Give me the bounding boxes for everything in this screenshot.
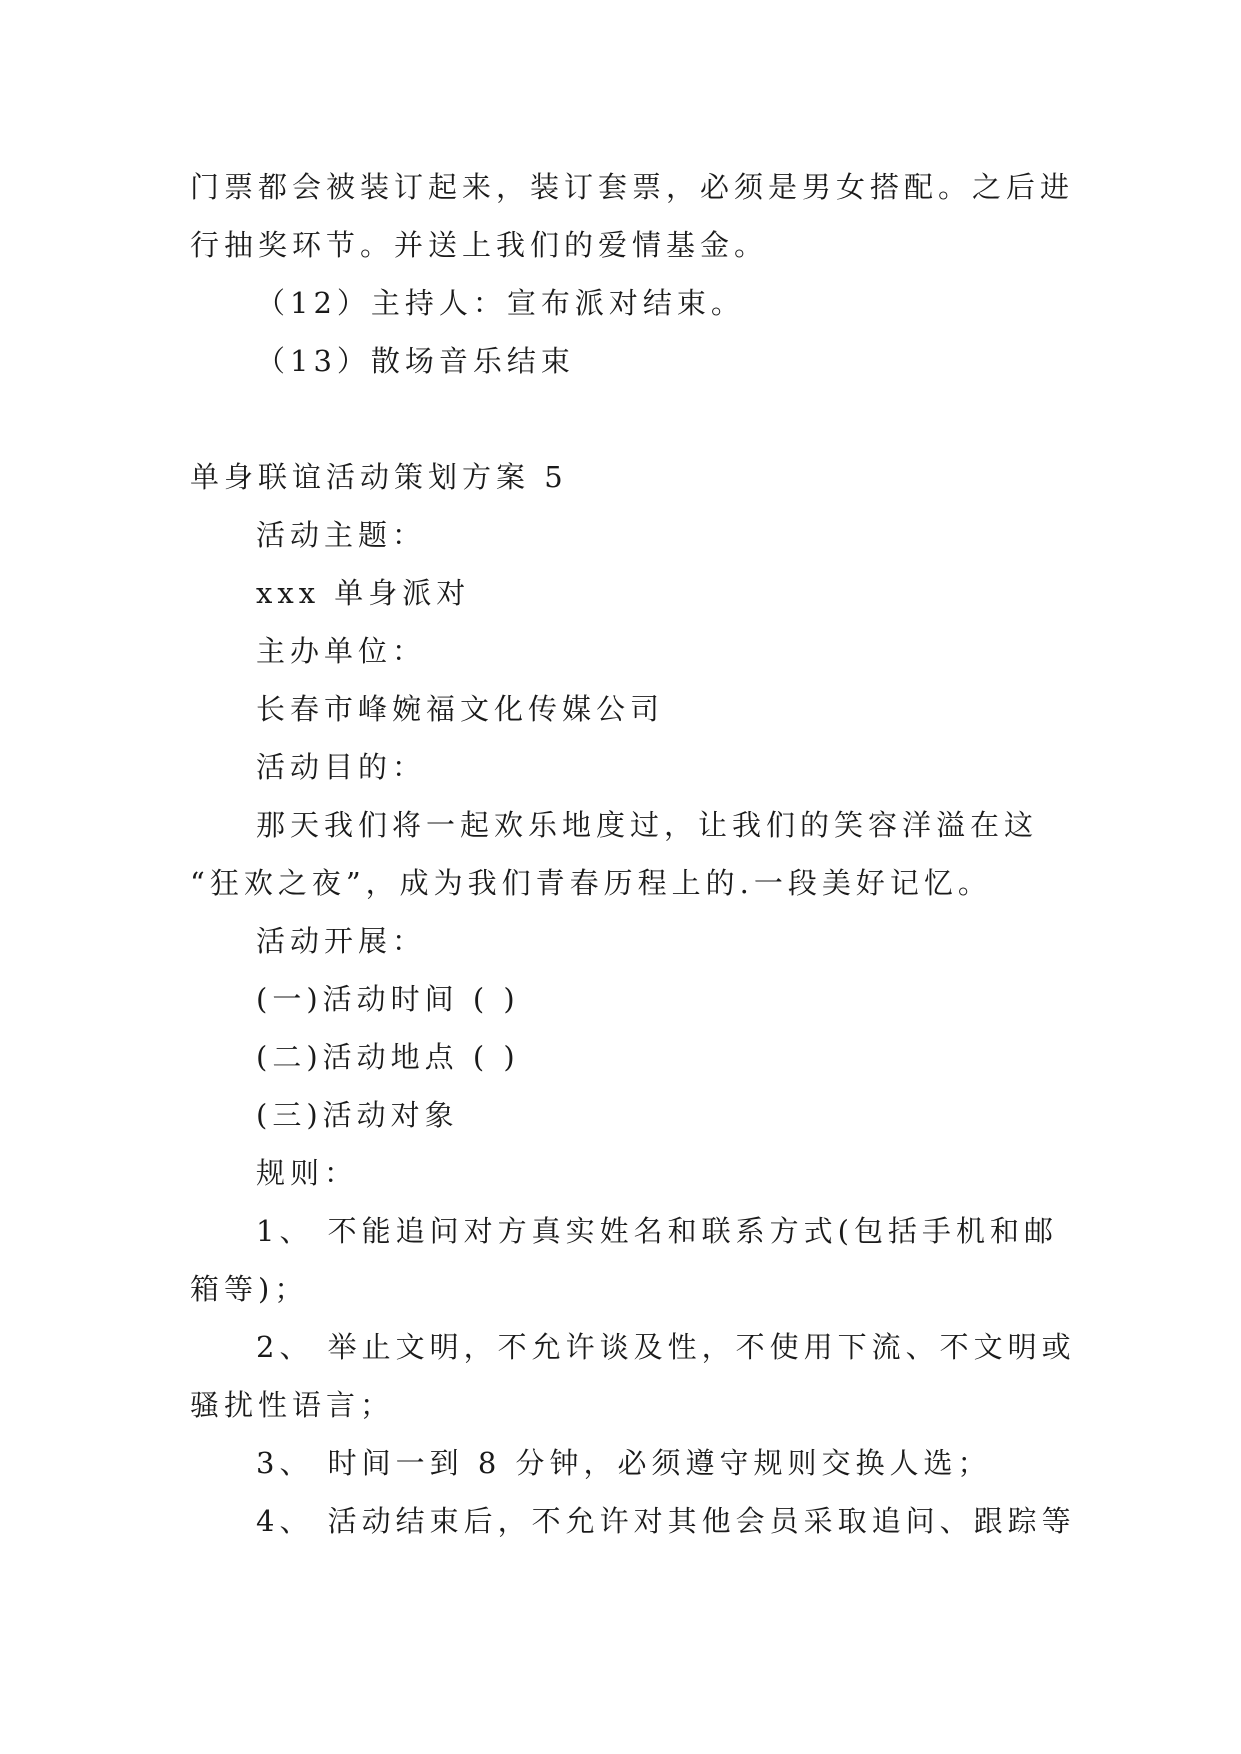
purpose-text: 那天我们将一起欢乐地度过，让我们的笑容洋溢在这 xyxy=(256,808,1039,842)
activity-audience: (三)活动对象 xyxy=(256,1098,459,1132)
list-item-12: （12）主持人：宣布派对结束。 xyxy=(256,286,745,320)
document-body xyxy=(190,158,1076,1550)
paragraph-line: 行抽奖环节。并送上我们的爱情基金。 xyxy=(190,228,769,262)
heading-rules: 规则： xyxy=(256,1156,359,1190)
activity-time: (一)活动时间 ( ) xyxy=(256,982,520,1016)
heading-activity: 活动开展： xyxy=(256,924,427,958)
rule-1-continued: 箱等)； xyxy=(190,1272,309,1306)
list-item-13: （13）散场音乐结束 xyxy=(256,344,575,378)
rule-2: 2、 举止文明，不允许谈及性，不使用下流、不文明或 xyxy=(256,1330,1076,1364)
heading-theme: 活动主题： xyxy=(256,518,427,552)
rule-2-continued: 骚扰性语言； xyxy=(190,1388,395,1422)
heading-purpose: 活动目的： xyxy=(256,750,427,784)
paragraph-line: 门票都会被装订起来，装订套票，必须是男女搭配。之后进 xyxy=(190,170,1075,204)
rule-1: 1、 不能追问对方真实姓名和联系方式(包括手机和邮 xyxy=(256,1214,1058,1248)
blank-line xyxy=(190,390,1060,448)
purpose-text-continued: “狂欢之夜”，成为我们青春历程上的.一段美好记忆。 xyxy=(190,866,992,900)
section-title: 单身联谊活动策划方案 5 xyxy=(190,460,568,494)
organizer-value: 长春市峰婉福文化传媒公司 xyxy=(256,692,665,726)
heading-organizer: 主办单位： xyxy=(256,634,427,668)
activity-location: (二)活动地点 ( ) xyxy=(256,1040,520,1074)
rule-3: 3、 时间一到 8 分钟，必须遵守规则交换人选； xyxy=(256,1446,992,1480)
rule-4: 4、 活动结束后，不允许对其他会员采取追问、跟踪等 xyxy=(256,1504,1076,1538)
theme-value: xxx 单身派对 xyxy=(256,576,471,610)
